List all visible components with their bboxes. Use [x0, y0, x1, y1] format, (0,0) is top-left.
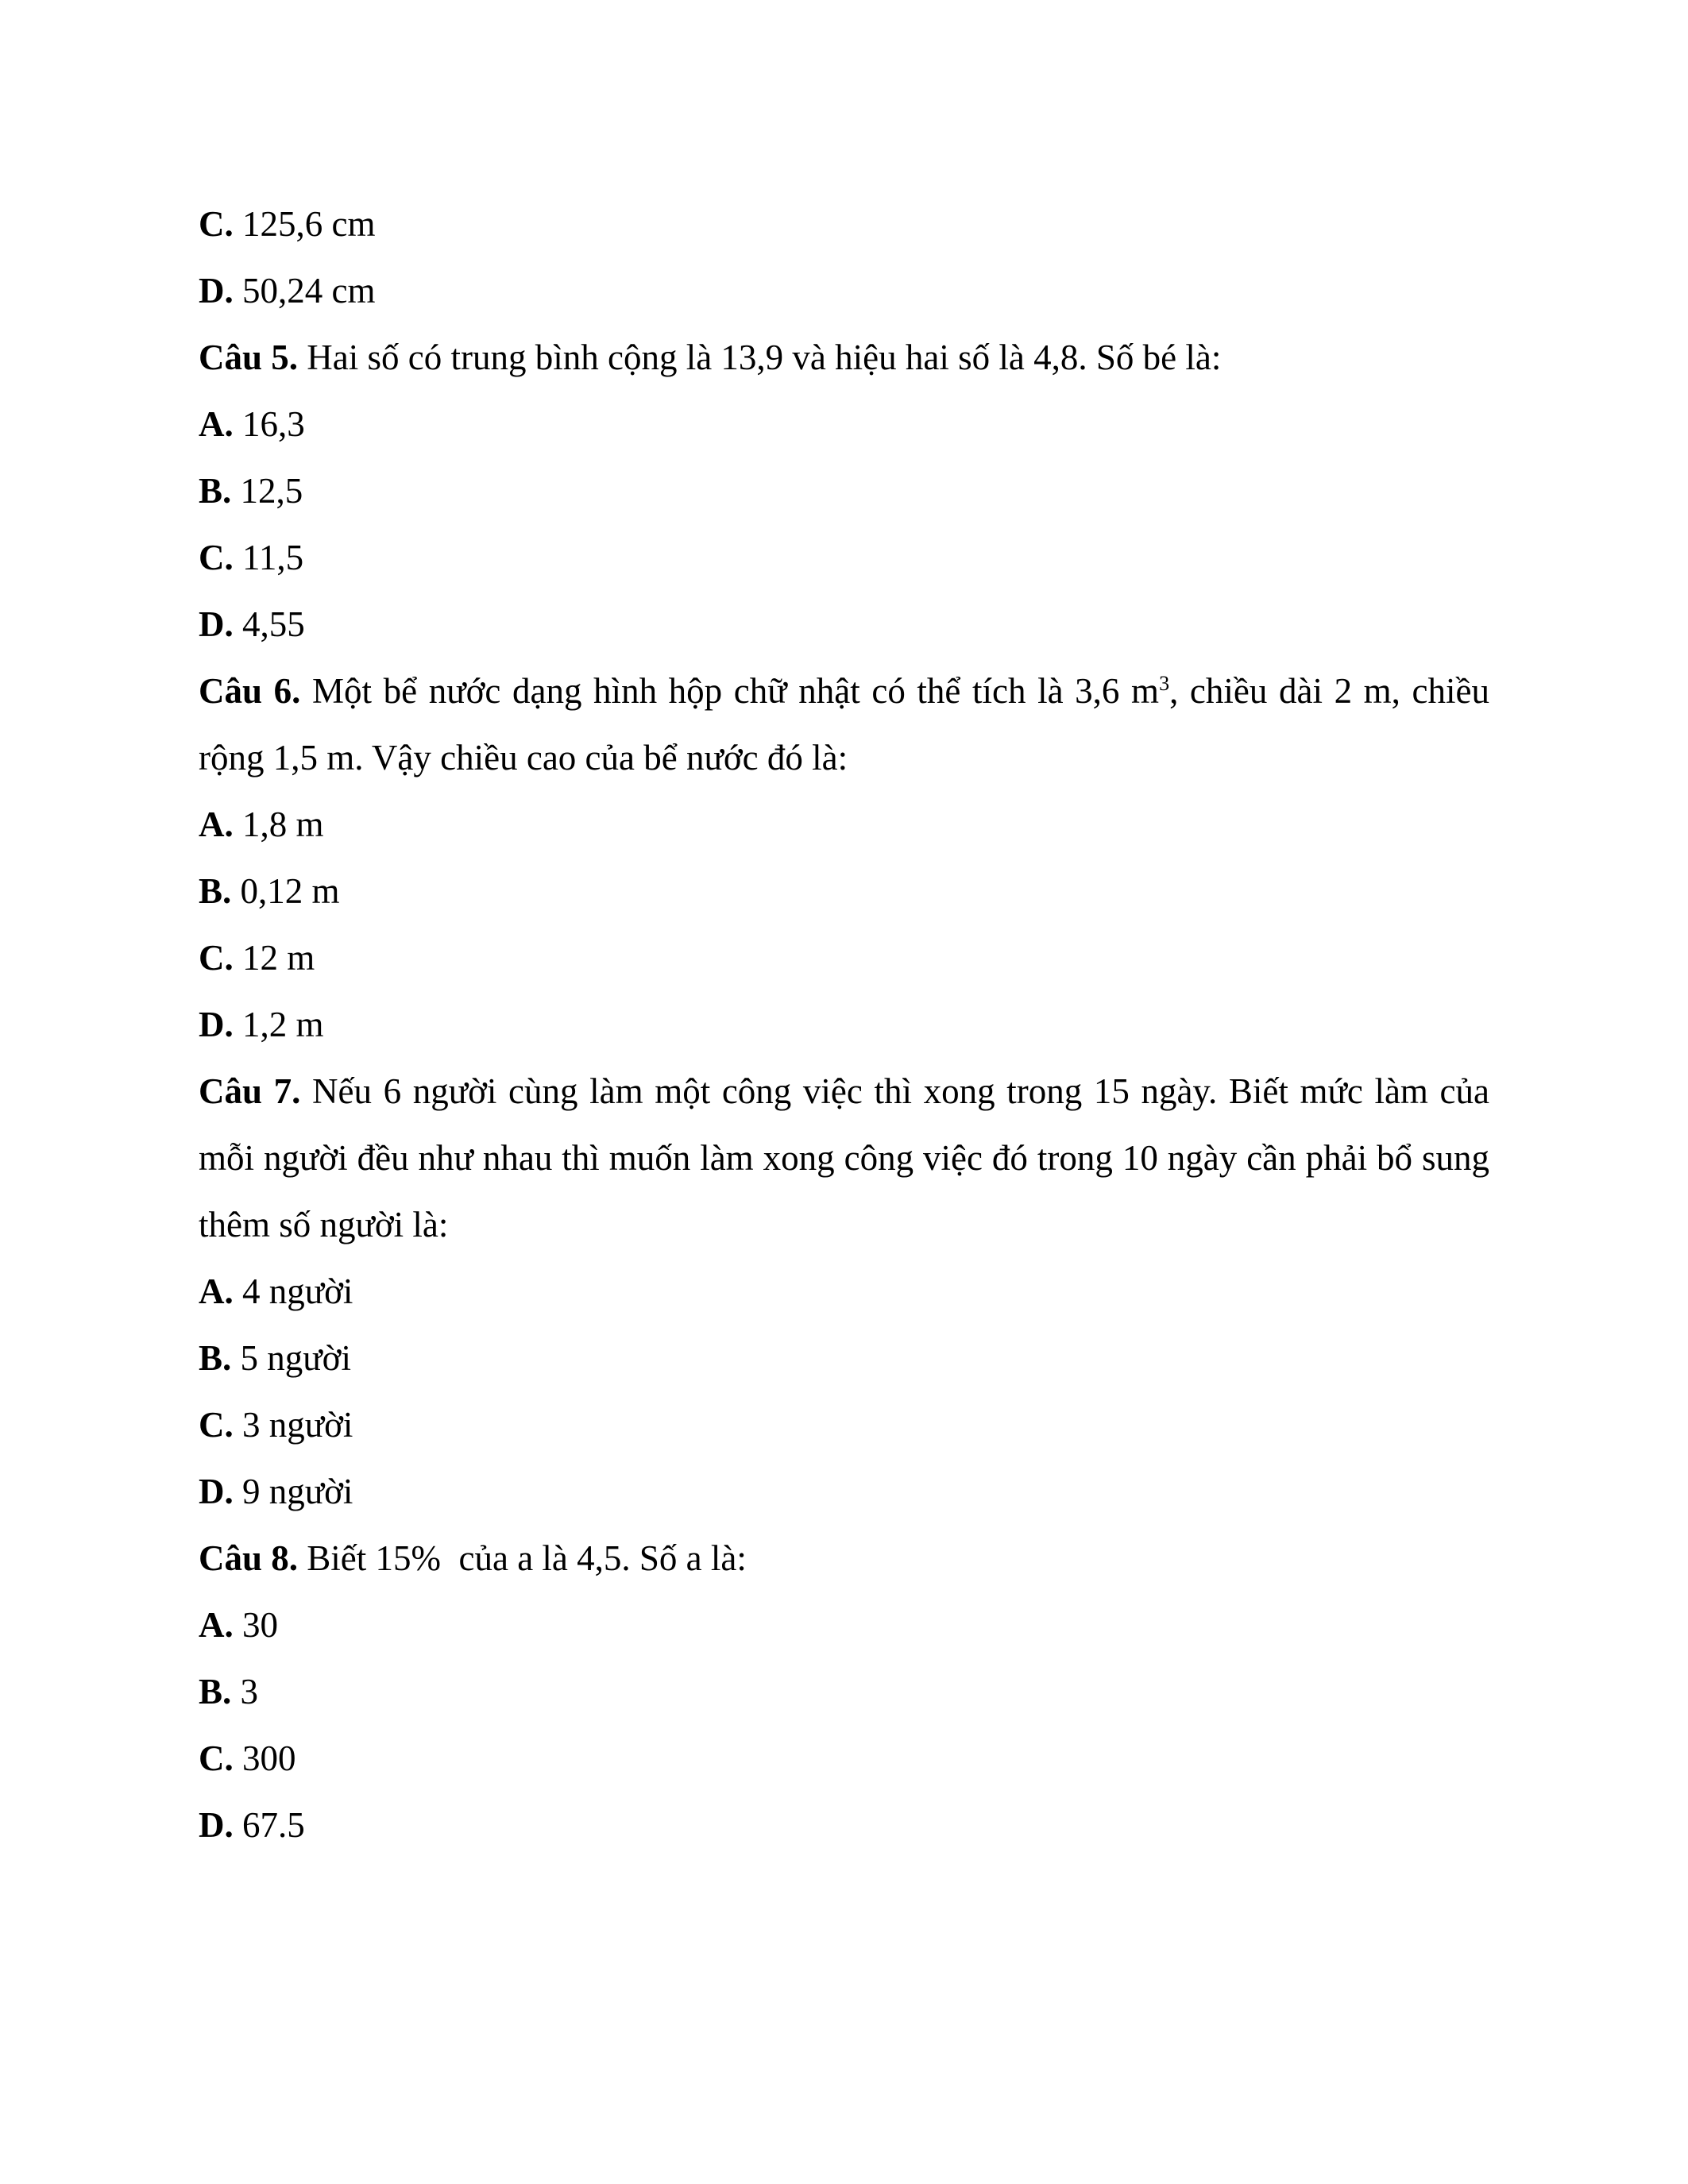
option-text: 11,5 [233, 538, 304, 577]
question-text-continued: , chiều dài 2 m, chiều rộng 1,5 m. Vậy chiều cao của bể nước đó là: [199, 671, 1489, 778]
option-d [199, 1792, 1489, 1858]
question-5 [199, 324, 1489, 391]
option-d [199, 591, 1489, 658]
option-label: D. [199, 604, 234, 644]
option-label: B. [199, 871, 232, 911]
superscript: 3 [1159, 672, 1170, 695]
option-text: 1,8 m [233, 805, 324, 844]
option-label: C. [199, 1738, 234, 1778]
option-b [199, 858, 1489, 924]
option-label: D. [199, 271, 234, 311]
option-text: 5 người [231, 1338, 351, 1378]
option-text: 4 người [233, 1271, 353, 1311]
option-label: D. [199, 1805, 234, 1845]
question-text: Một bể nước dạng hình hộp chữ nhật có thể tích là 3,6 m [300, 671, 1160, 711]
question-label: Câu 7. [199, 1071, 301, 1111]
exam-content [199, 191, 1489, 1858]
question-8 [199, 1525, 1489, 1592]
option-text: 30 [233, 1605, 278, 1645]
option-label: C. [199, 938, 234, 978]
option-a [199, 1258, 1489, 1325]
option-b [199, 457, 1489, 524]
option-text: 12 m [233, 938, 315, 978]
option-c [199, 191, 1489, 257]
question-label: Câu 5. [199, 338, 299, 377]
option-text: 300 [233, 1738, 296, 1778]
option-label: C. [199, 1405, 234, 1445]
option-label: B. [199, 1338, 232, 1378]
option-b [199, 1325, 1489, 1391]
option-label: A. [199, 404, 234, 444]
option-c [199, 924, 1489, 991]
question-7 [199, 1058, 1489, 1258]
option-c [199, 1391, 1489, 1458]
option-d [199, 1458, 1489, 1525]
option-text: 50,24 cm [233, 271, 376, 311]
option-text: 4,55 [233, 604, 305, 644]
option-label: B. [199, 471, 232, 511]
option-text: 9 người [233, 1472, 353, 1511]
option-a [199, 391, 1489, 457]
option-label: A. [199, 805, 234, 844]
option-a [199, 791, 1489, 858]
option-text: 125,6 cm [233, 204, 376, 244]
option-label: A. [199, 1271, 234, 1311]
option-text: 3 người [233, 1405, 353, 1445]
option-text: 0,12 m [231, 871, 340, 911]
option-label: C. [199, 204, 234, 244]
question-label: Câu 8. [199, 1538, 299, 1578]
option-c [199, 1725, 1489, 1792]
option-label: A. [199, 1605, 234, 1645]
option-c [199, 524, 1489, 591]
option-text: 16,3 [233, 404, 305, 444]
question-6 [199, 658, 1489, 791]
option-text: 3 [231, 1672, 259, 1711]
question-text: Biết 15% của a là 4,5. Số a là: [298, 1538, 747, 1578]
option-b [199, 1658, 1489, 1725]
option-d [199, 257, 1489, 324]
option-text: 1,2 m [233, 1005, 324, 1044]
option-label: B. [199, 1672, 232, 1711]
option-label: D. [199, 1005, 234, 1044]
option-label: D. [199, 1472, 234, 1511]
question-text: Nếu 6 người cùng làm một công việc thì xong trong 15 ngày. Biết mức làm của mỗi người đều như nhau thì muốn làm xong công việc đó trong 10 ngày cần phải bổ sung thêm số người là: [199, 1071, 1489, 1244]
option-d [199, 991, 1489, 1058]
option-label: C. [199, 538, 234, 577]
option-a [199, 1592, 1489, 1658]
question-text: Hai số có trung bình cộng là 13,9 và hiệu hai số là 4,8. Số bé là: [298, 338, 1222, 377]
question-label: Câu 6. [199, 671, 301, 711]
option-text: 67.5 [233, 1805, 305, 1845]
option-text: 12,5 [231, 471, 303, 511]
